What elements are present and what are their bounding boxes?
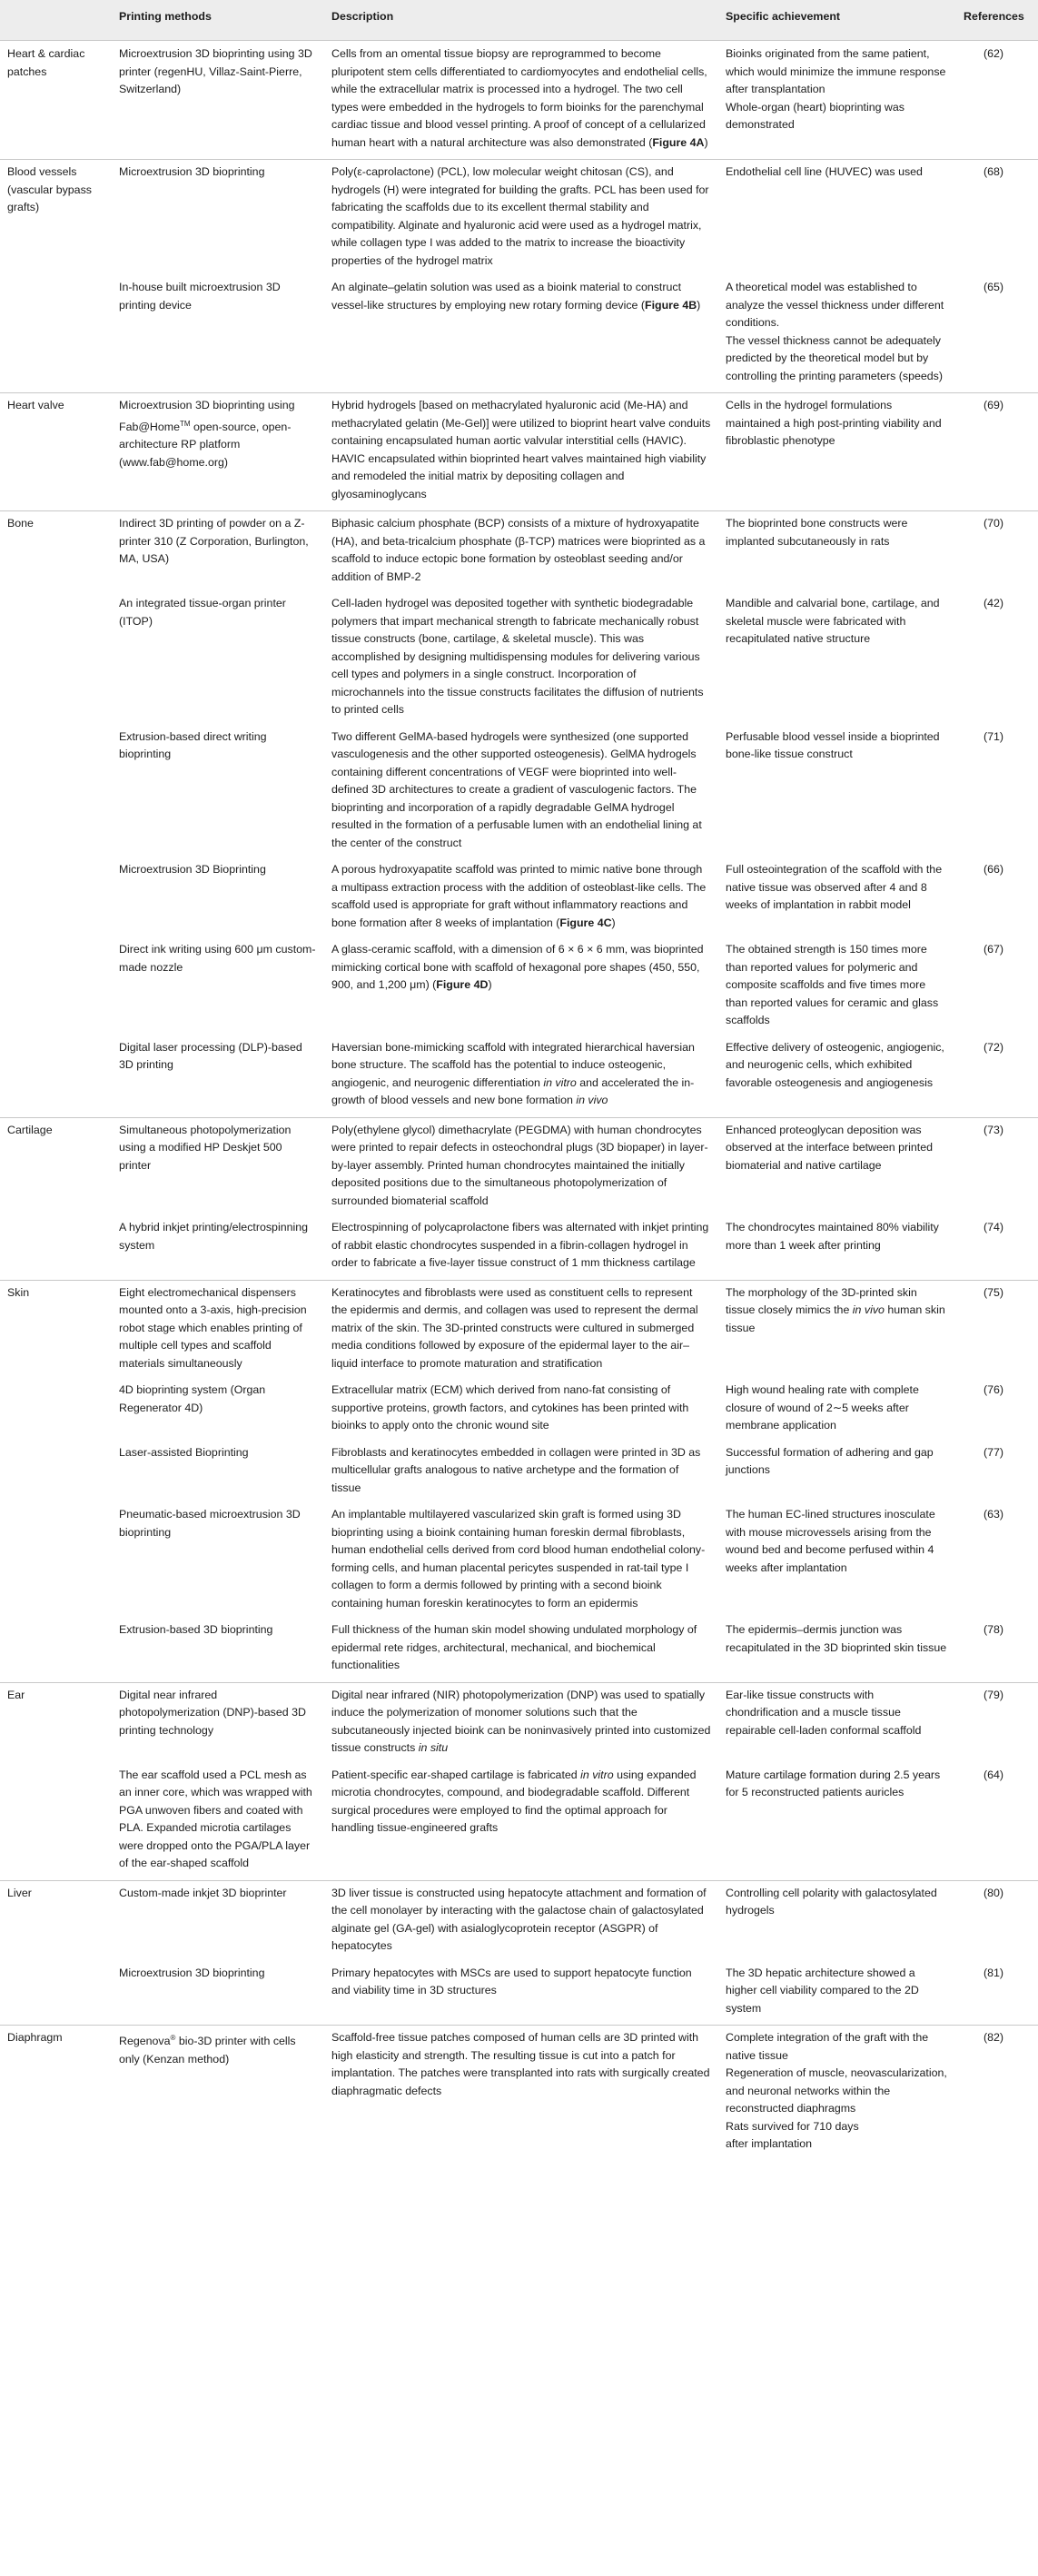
printing-method-cell: Simultaneous photopolymerization using a modified HP Deskjet 500 printer — [110, 1117, 322, 1217]
achievement-cell: The obtained strength is 150 times more than reported values for polymeric and composite scaffolds and five times more than reported values for ceramic and glass scaffolds — [726, 943, 939, 1026]
printing-method-cell: 4D bioprinting system (Organ Regenerator 4D) — [119, 1383, 266, 1414]
printing-method-cell: Eight electromechanical dispensers mounted onto a 3-axis, high-precision robot stage which enables printing of multiple cell types and scaffold materials simultaneously — [110, 1280, 322, 1380]
header-references: References — [954, 0, 1038, 41]
printing-method-cell: Microextrusion 3D bioprinting using Fab@Home™ open-source, open-architecture RP platform (www.fab@home.org) — [110, 393, 322, 511]
reference-cell: (69) — [954, 393, 1038, 511]
reference-cell: (71) — [984, 729, 1004, 743]
table-row — [0, 1217, 1038, 1280]
achievement-cell: Bioinks originated from the same patient, which would minimize the immune response after transplantation Whole-organ (heart) bioprinting was demonstrated — [726, 47, 946, 131]
tissue-cell: Skin — [0, 1280, 110, 1380]
description-cell: Haversian bone-mimicking scaffold with integrated hierarchical haversian bone structure. The scaffold has the potential to induce osteogenic, angiogenic, and neurogenic differentiation in vitro and accelerated the in-growth of blood vessels and new bone formation in vivo — [331, 1040, 695, 1106]
printing-method-cell: A hybrid inkjet printing/electrospinning system — [119, 1221, 309, 1252]
header-specific-achievement: Specific achievement — [717, 0, 954, 41]
printing-method-cell: Microextrusion 3D bioprinting using 3D printer (regenHU, Villaz-Saint-Pierre, Switzerland) — [119, 47, 312, 95]
printing-method-cell: Microextrusion 3D Bioprinting — [119, 863, 266, 876]
reference-cell: (72) — [984, 1040, 1004, 1054]
achievement-cell: Full osteointegration of the scaffold with the native tissue was observed after 4 and 8 weeks of implantation in rabbit model — [726, 863, 943, 911]
table-body — [0, 41, 1038, 2161]
table-row — [0, 1682, 1038, 1765]
table-row — [0, 511, 1038, 594]
table-row — [0, 2026, 1038, 2161]
tissue-cell: Ear — [0, 1682, 110, 1765]
achievement-cell: The morphology of the 3D-printed skin tissue closely mimics the in vivo human skin tissue — [717, 1280, 954, 1380]
header-printing-methods: Printing methods — [110, 0, 322, 41]
reference-cell: (78) — [984, 1623, 1004, 1636]
description-cell: Electrospinning of polycaprolactone fibers was alternated with inkjet printing of rabbit elastic chondrocytes suspended in a fibrin-collagen hydrogel in order to fabricate a five-layer tissue construct of 1 mm thickness cartilage — [331, 1221, 709, 1269]
table-row — [0, 1117, 1038, 1217]
tissue-cell — [0, 1620, 110, 1682]
description-cell: Cells from an omental tissue biopsy are reprogrammed to become pluripotent stem cells differentiated to cardiomyocytes and endothelial cells, while the extracellular matrix is processed into a hydrogel. The two cell types were embedded in the hydrogels to form bioinks for the parenchymal cardiac tissue and blood vessel printing. A proof of concept of a cellularized human heart with a natural architecture was also demonstrated (Figure 4A) — [331, 47, 708, 149]
table-row — [0, 593, 1038, 727]
table-row — [0, 1442, 1038, 1505]
reference-cell: (81) — [984, 1966, 1004, 1979]
achievement-cell: The 3D hepatic architecture showed a higher cell viability compared to the 2D system — [726, 1966, 919, 2015]
table-row — [0, 160, 1038, 278]
reference-cell: (63) — [984, 1508, 1004, 1521]
achievement-cell: The bioprinted bone constructs were implanted subcutaneously in rats — [717, 511, 954, 594]
printing-method-cell: Custom-made inkjet 3D bioprinter — [110, 1880, 322, 1963]
table-row — [0, 1963, 1038, 2026]
description-cell: Patient-specific ear-shaped cartilage is fabricated in vitro using expanded microtia chondrocytes, compound, and biodegradable scaffold. Different surgical procedures were employed to find the optimal approach for handling tissue-engineered grafts — [331, 1768, 697, 1834]
reference-cell: (62) — [984, 47, 1004, 60]
reference-cell: (70) — [954, 511, 1038, 594]
tissue-cell: Blood vessels (vascular bypass grafts) — [0, 160, 110, 278]
reference-cell: (76) — [984, 1383, 1004, 1396]
table-row — [0, 1037, 1038, 1118]
description-cell: Cell-laden hydrogel was deposited together with synthetic biodegradable polymers that impart mechanical strength to fabricate mechanically robust tissue constructs (bone, cartilage, & skeletal muscle). This was accomplished by designing multidispensing modules for delivering various cell types and polymers in a single construct. Incorporation of microchannels into the tissue constructs facilitates the diffusion of nutrients to printed cells — [331, 597, 704, 716]
tissue-cell — [0, 1765, 110, 1881]
description-cell: Scaffold-free tissue patches composed of human cells are 3D printed with high elasticity and strength. The resulting tissue is cut into a patch for implantation. The patches were transplanted into rats with surgically created diaphragmatic defects — [322, 2026, 717, 2161]
table-row — [0, 1280, 1038, 1380]
description-cell: Hybrid hydrogels [based on methacrylated hyaluronic acid (Me-HA) and methacrylated gelatin (Me-Gel)] were utilized to bioprint heart valve conduits containing encapsulated human aortic valvular interstitial cells (HAVIC). HAVIC encapsulated within bioprinted heart valves maintained high viability and remodeled the initial matrix by depositing collagen and glyosaminoglycans — [322, 393, 717, 511]
description-cell: A porous hydroxyapatite scaffold was printed to mimic native bone through a multipass extraction process with the addition of osteoblast-like cells. The scaffold used is appropriate for graft without inflammatory reactions and bone formation after 8 weeks of implantation (Figure 4C) — [331, 863, 707, 929]
achievement-cell: A theoretical model was established to analyze the vessel thickness under different conditions. The vessel thickness cannot be adequately predicted by the theoretical model but by controlling the printing parameters (speeds) — [726, 281, 944, 382]
tissue-cell — [0, 593, 110, 727]
printing-method-cell: Digital laser processing (DLP)-based 3D printing — [119, 1040, 302, 1071]
tissue-cell — [0, 1037, 110, 1118]
printing-method-cell: Direct ink writing using 600 μm custom-made nozzle — [119, 943, 316, 974]
printing-method-cell: Microextrusion 3D bioprinting — [119, 1966, 265, 1979]
table-header-row — [0, 0, 1038, 41]
printing-method-cell: Pneumatic-based microextrusion 3D bioprinting — [119, 1508, 301, 1539]
printing-method-cell: Laser-assisted Bioprinting — [119, 1445, 249, 1459]
reference-cell: (73) — [954, 1117, 1038, 1217]
reference-cell: (79) — [954, 1682, 1038, 1765]
table-row — [0, 41, 1038, 160]
table-row — [0, 1504, 1038, 1620]
achievement-cell: Ear-like tissue constructs with chondrification and a muscle tissue repairable cell-laden conformal scaffold — [717, 1682, 954, 1765]
table-row — [0, 859, 1038, 939]
table-row — [0, 939, 1038, 1037]
description-cell: Poly(ethylene glycol) dimethacrylate (PEGDMA) with human chondrocytes were printed to repair defects in osteochondral plugs (3D biopaper) in layer-by-layer assembly. Printed human chondrocytes maintained the initially deposited positions due to the simultaneous photopolymerization of surrounded biomaterial scaffold — [322, 1117, 717, 1217]
reference-cell: (82) — [954, 2026, 1038, 2161]
tissue-cell — [0, 1504, 110, 1620]
description-cell: A glass-ceramic scaffold, with a dimension of 6 × 6 × 6 mm, was bioprinted mimicking cortical bone with scaffold of hexagonal pore shapes (450, 550, 900, and 1,200 μm) (Figure 4D) — [331, 943, 704, 991]
achievement-cell: Controlling cell polarity with galactosylated hydrogels — [717, 1880, 954, 1963]
achievement-cell: Enhanced proteoglycan deposition was observed at the interface between printed biomaterial and native cartilage — [717, 1117, 954, 1217]
tissue-cell — [0, 277, 110, 393]
description-cell: Biphasic calcium phosphate (BCP) consists of a mixture of hydroxyapatite (HA), and beta-tricalcium phosphate (β-TCP) matrices were bioprinted as a scaffold to induce ectopic bone formation by osteoblast seeding and/or addition of BMP-2 — [322, 511, 717, 594]
table-row — [0, 727, 1038, 860]
printing-method-cell: Indirect 3D printing of powder on a Z-printer 310 (Z Corporation, Burlington, MA, USA) — [110, 511, 322, 594]
tissue-cell — [0, 1963, 110, 2026]
reference-cell: (75) — [954, 1280, 1038, 1380]
achievement-cell: The chondrocytes maintained 80% viability more than 1 week after printing — [726, 1221, 939, 1252]
table-row — [0, 1380, 1038, 1442]
achievement-cell: Effective delivery of osteogenic, angiogenic, and neurogenic cells, which exhibited favorable osteogenesis and angiogenesis — [726, 1040, 944, 1089]
printing-method-cell: The ear scaffold used a PCL mesh as an inner core, which was wrapped with PGA unwoven fibers and coated with PLA. Expanded microtia cartilages were dropped onto the PGA/PLA layer of the ear-shaped scaffold — [119, 1768, 312, 1869]
reference-cell: (80) — [954, 1880, 1038, 1963]
header-description: Description — [322, 0, 717, 41]
description-cell: 3D liver tissue is constructed using hepatocyte attachment and formation of the cell monolayer by interacting with the galactose chain of galactosylated alginate gel (GA-gel) with asialoglycoprotein receptor (ASGPR) of hepatocytes — [322, 1880, 717, 1963]
description-cell: An alginate–gelatin solution was used as a bioink material to construct vessel-like structures by employing new rotary forming device (Figure 4B) — [331, 281, 701, 312]
tissue-cell — [0, 727, 110, 860]
reference-cell: (42) — [984, 597, 1004, 609]
description-cell: An implantable multilayered vascularized skin graft is formed using 3D bioprinting using a bioink containing human foreskin dermal fibroblasts, human endothelial cells derived from cord blood human endothelial colony-forming cells, and human placental pericytes suspended in rat-tail type I collagen to form a dermis followed by printing with a second bioink containing human foreskin keratinocytes to form an epidermis — [331, 1508, 706, 1610]
tissue-cell: Heart & cardiac patches — [7, 47, 85, 78]
achievement-cell: Mandible and calvarial bone, cartilage, and skeletal muscle were fabricated with recapitulated native structure — [726, 597, 940, 645]
achievement-cell: Perfusable blood vessel inside a bioprinted bone-like tissue construct — [726, 729, 940, 760]
tissue-cell — [0, 1217, 110, 1280]
achievement-cell: Cells in the hydrogel formulations maintained a high post-printing viability and fibroblastic phenotype — [717, 393, 954, 511]
description-cell: Primary hepatocytes with MSCs are used to support hepatocyte function and viability time in 3D structures — [331, 1966, 692, 1996]
tissue-cell: Liver — [0, 1880, 110, 1963]
printing-method-cell: Regenova® bio-3D printer with cells only (Kenzan method) — [110, 2026, 322, 2161]
tissue-cell — [0, 939, 110, 1037]
description-cell: Full thickness of the human skin model showing undulated morphology of epidermal rete ridges, architectural, mechanical, and biochemical functionalities — [331, 1623, 697, 1671]
description-cell: Keratinocytes and fibroblasts were used as constituent cells to represent the epidermis and dermis, and collagen was used to represent the dermal matrix of the skin. The 3D-printed constructs were cultured in submerged media conditions followed by exposure of the epidermal layer to the air–liquid interface to promote maturation and stratification — [322, 1280, 717, 1380]
printing-method-cell: Digital near infrared photopolymerization (DNP)-based 3D printing technology — [110, 1682, 322, 1765]
description-cell: Fibroblasts and keratinocytes embedded in collagen were printed in 3D as multicellular grafts analogous to native archetype and the formation of tissue — [331, 1445, 701, 1494]
tissue-cell: Heart valve — [0, 393, 110, 511]
achievement-cell: Successful formation of adhering and gap junctions — [726, 1445, 934, 1476]
reference-cell: (74) — [984, 1221, 1004, 1234]
reference-cell: (64) — [984, 1768, 1004, 1781]
achievement-cell: High wound healing rate with complete closure of wound of 2∼5 weeks after membrane application — [726, 1383, 919, 1432]
reference-cell: (66) — [984, 863, 1004, 876]
achievement-cell: Endothelial cell line (HUVEC) was used — [717, 160, 954, 278]
tissue-cell — [0, 859, 110, 939]
table-row — [0, 393, 1038, 511]
description-cell: Poly(ε-caprolactone) (PCL), low molecular weight chitosan (CS), and hydrogels (H) were integrated for building the grafts. PCL has been used for fabricating the scaffolds due to its excellent thermal stability and compatibility. Alginate and hyaluronic acid were used as a hydrogel matrix, while collagen type I was added to the matrix to increase the bioactivity properties of the hydrogel matrix — [322, 160, 717, 278]
printing-method-cell: Extrusion-based 3D bioprinting — [119, 1623, 273, 1636]
tissue-cell: Bone — [0, 511, 110, 594]
achievement-cell: The epidermis–dermis junction was recapitulated in the 3D bioprinted skin tissue — [726, 1623, 947, 1654]
printing-method-cell: Microextrusion 3D bioprinting — [110, 160, 322, 278]
tissue-cell: Diaphragm — [0, 2026, 110, 2161]
reference-cell: (67) — [984, 943, 1004, 956]
description-cell: Digital near infrared (NIR) photopolymerization (DNP) was used to spatially induce the polymerization of monomer solutions such that the subcutaneously injected bioink can be noninvasively printed into customized tissue constructs in situ — [322, 1682, 717, 1765]
table-row — [0, 1620, 1038, 1682]
table-row — [0, 277, 1038, 393]
printing-method-cell: In-house built microextrusion 3D printing device — [119, 281, 281, 312]
printing-method-cell: Extrusion-based direct writing bioprinting — [119, 729, 267, 760]
tissue-cell — [0, 1380, 110, 1442]
header-tissue — [0, 0, 110, 41]
table-row — [0, 1880, 1038, 1963]
reference-cell: (68) — [954, 160, 1038, 278]
description-cell: Two different GelMA-based hydrogels were synthesized (one supported vasculogenesis and the other supported osteogenesis). GelMA hydrogels containing different concentrations of VEGF were bioprinted into well-defined 3D architectures to create a gradient of vasculogenic factors. The bioprinting and incorporation of a rapidly degradable GelMA hydrogel resulted in the formation of a perfusable lumen with an endothelial lining at the center of the construct — [331, 729, 702, 849]
table-row — [0, 1765, 1038, 1881]
tissue-cell: Cartilage — [0, 1117, 110, 1217]
achievement-cell: The human EC-lined structures inosculate with mouse microvessels arising from the wound bed and become perfused within 4 weeks after implantation — [726, 1508, 935, 1574]
reference-cell: (65) — [984, 281, 1004, 293]
tissue-cell — [0, 1442, 110, 1505]
printing-method-cell: An integrated tissue-organ printer (ITOP) — [119, 597, 286, 628]
achievement-cell: Complete integration of the graft with the native tissue Regeneration of muscle, neovascularization, and neuronal networks within the reconstructed diaphragms Rats survived for 710 days after implantation — [717, 2026, 954, 2161]
reference-cell: (77) — [984, 1445, 1004, 1459]
achievement-cell: Mature cartilage formation during 2.5 years for 5 reconstructed patients auricles — [726, 1768, 941, 1798]
description-cell: Extracellular matrix (ECM) which derived from nano-fat consisting of supportive proteins, growth factors, and cytokines has been printed with bioinks to apply onto the chronic wound site — [331, 1383, 689, 1432]
